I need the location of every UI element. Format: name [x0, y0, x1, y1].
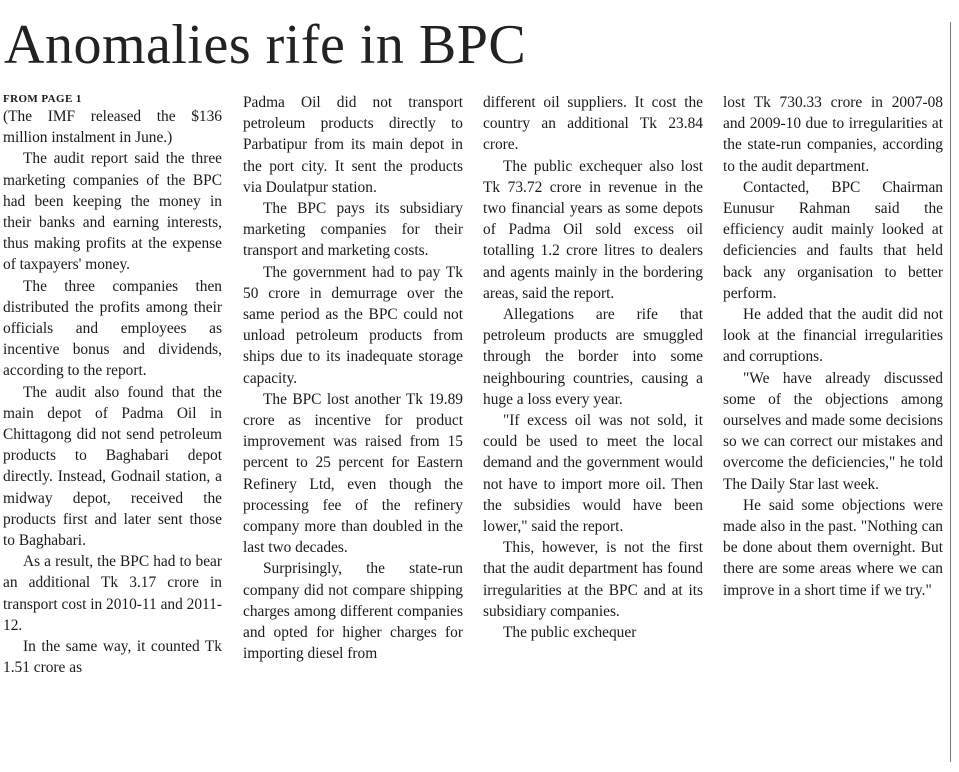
column-rule — [950, 22, 951, 762]
paragraph: The BPC lost another Tk 19.89 crore as incentive for product improvement was raised from 15 percent to 25 percent for Eastern Refinery Ltd, even though the processing fee of the refinery company more than doubled in the last two decades. — [243, 390, 463, 557]
kicker: FROM PAGE 1 — [3, 93, 82, 105]
paragraph: He said some objections were made also in the past. "Nothing can be done about them overnight. But there are some areas where we can improve in a short time if we try." — [723, 496, 943, 599]
paragraph: The audit also found that the main depot of Padma Oil in Chittagong did not send petroleum products to Baghabari depot directly. Instead, Godnail station, a midway depot, received the products first and later sent those to Baghabari. — [3, 383, 222, 550]
paragraph: The audit report said the three marketing companies of the BPC had been keeping the money in their banks and earning interests, thus making profits at the expense of taxpayers' money. — [3, 150, 222, 274]
paragraph: The government had to pay Tk 50 crore in demurrage over the same period as the BPC could not unload petroleum products from ships due to its inadequate storage capacity. — [243, 263, 463, 387]
paragraph: As a result, the BPC had to bear an additional Tk 3.17 crore in transport cost in 2010-11 and 2011-12. — [3, 553, 222, 634]
paragraph: In the same way, it counted Tk 1.51 crore as — [3, 638, 222, 677]
paragraph: This, however, is not the first that the audit department has found irregularities at the BPC and at its subsidiary companies. — [483, 539, 703, 620]
paragraph: The public exchequer also lost Tk 73.72 crore in revenue in the two financial years as some depots of Padma Oil sold excess oil totalling 1.2 crore litres to dealers and agents mainly in the bordering areas, said the report. — [483, 157, 703, 302]
headline: Anomalies rife in BPC — [4, 14, 527, 76]
paragraph: Allegations are rife that petroleum products are smuggled through the border into some neighbouring countries, causing a huge a loss every year. — [483, 306, 703, 408]
article-column-2 — [243, 92, 463, 664]
paragraph: different oil suppliers. It cost the country an additional Tk 23.84 crore. — [483, 94, 703, 154]
article-column-3 — [483, 92, 703, 643]
paragraph: He added that the audit did not look at the financial irregularities and corruptions. — [723, 306, 943, 366]
paragraph: Contacted, BPC Chairman Eunusur Rahman said the efficiency audit mainly looked at deficiencies and faults that held back any organisation to better perform. — [723, 178, 943, 302]
paragraph: (The IMF released the $136 million instalment in June.) — [3, 108, 222, 147]
paragraph: Surprisingly, the state-run company did not compare shipping charges among different companies and opted for higher charges for importing diesel from — [243, 560, 463, 663]
paragraph: The three companies then distributed the profits among their officials and employees as incentive bonus and dividends, according to the report. — [3, 277, 222, 380]
paragraph: The BPC pays its subsidiary marketing companies for their transport and marketing costs. — [243, 200, 463, 260]
article-column-1 — [3, 92, 222, 678]
paragraph: "If excess oil was not sold, it could be used to meet the local demand and the government would not have to import more oil. Then the subsidies would have been lower," said the report. — [483, 412, 703, 536]
article-column-4 — [723, 92, 943, 601]
paragraph: lost Tk 730.33 crore in 2007-08 and 2009-10 due to irregularities at the state-run companies, according to the audit department. — [723, 94, 943, 175]
paragraph: Padma Oil did not transport petroleum products directly to Parbatipur from its main depot in the port city. It sent the products via Doulatpur station. — [243, 94, 463, 196]
paragraph: "We have already discussed some of the objections among ourselves and made some decisions so we can correct our mistakes and overcome the deficiencies," he told The Daily Star last week. — [723, 369, 943, 493]
paragraph: The public exchequer — [503, 624, 637, 642]
